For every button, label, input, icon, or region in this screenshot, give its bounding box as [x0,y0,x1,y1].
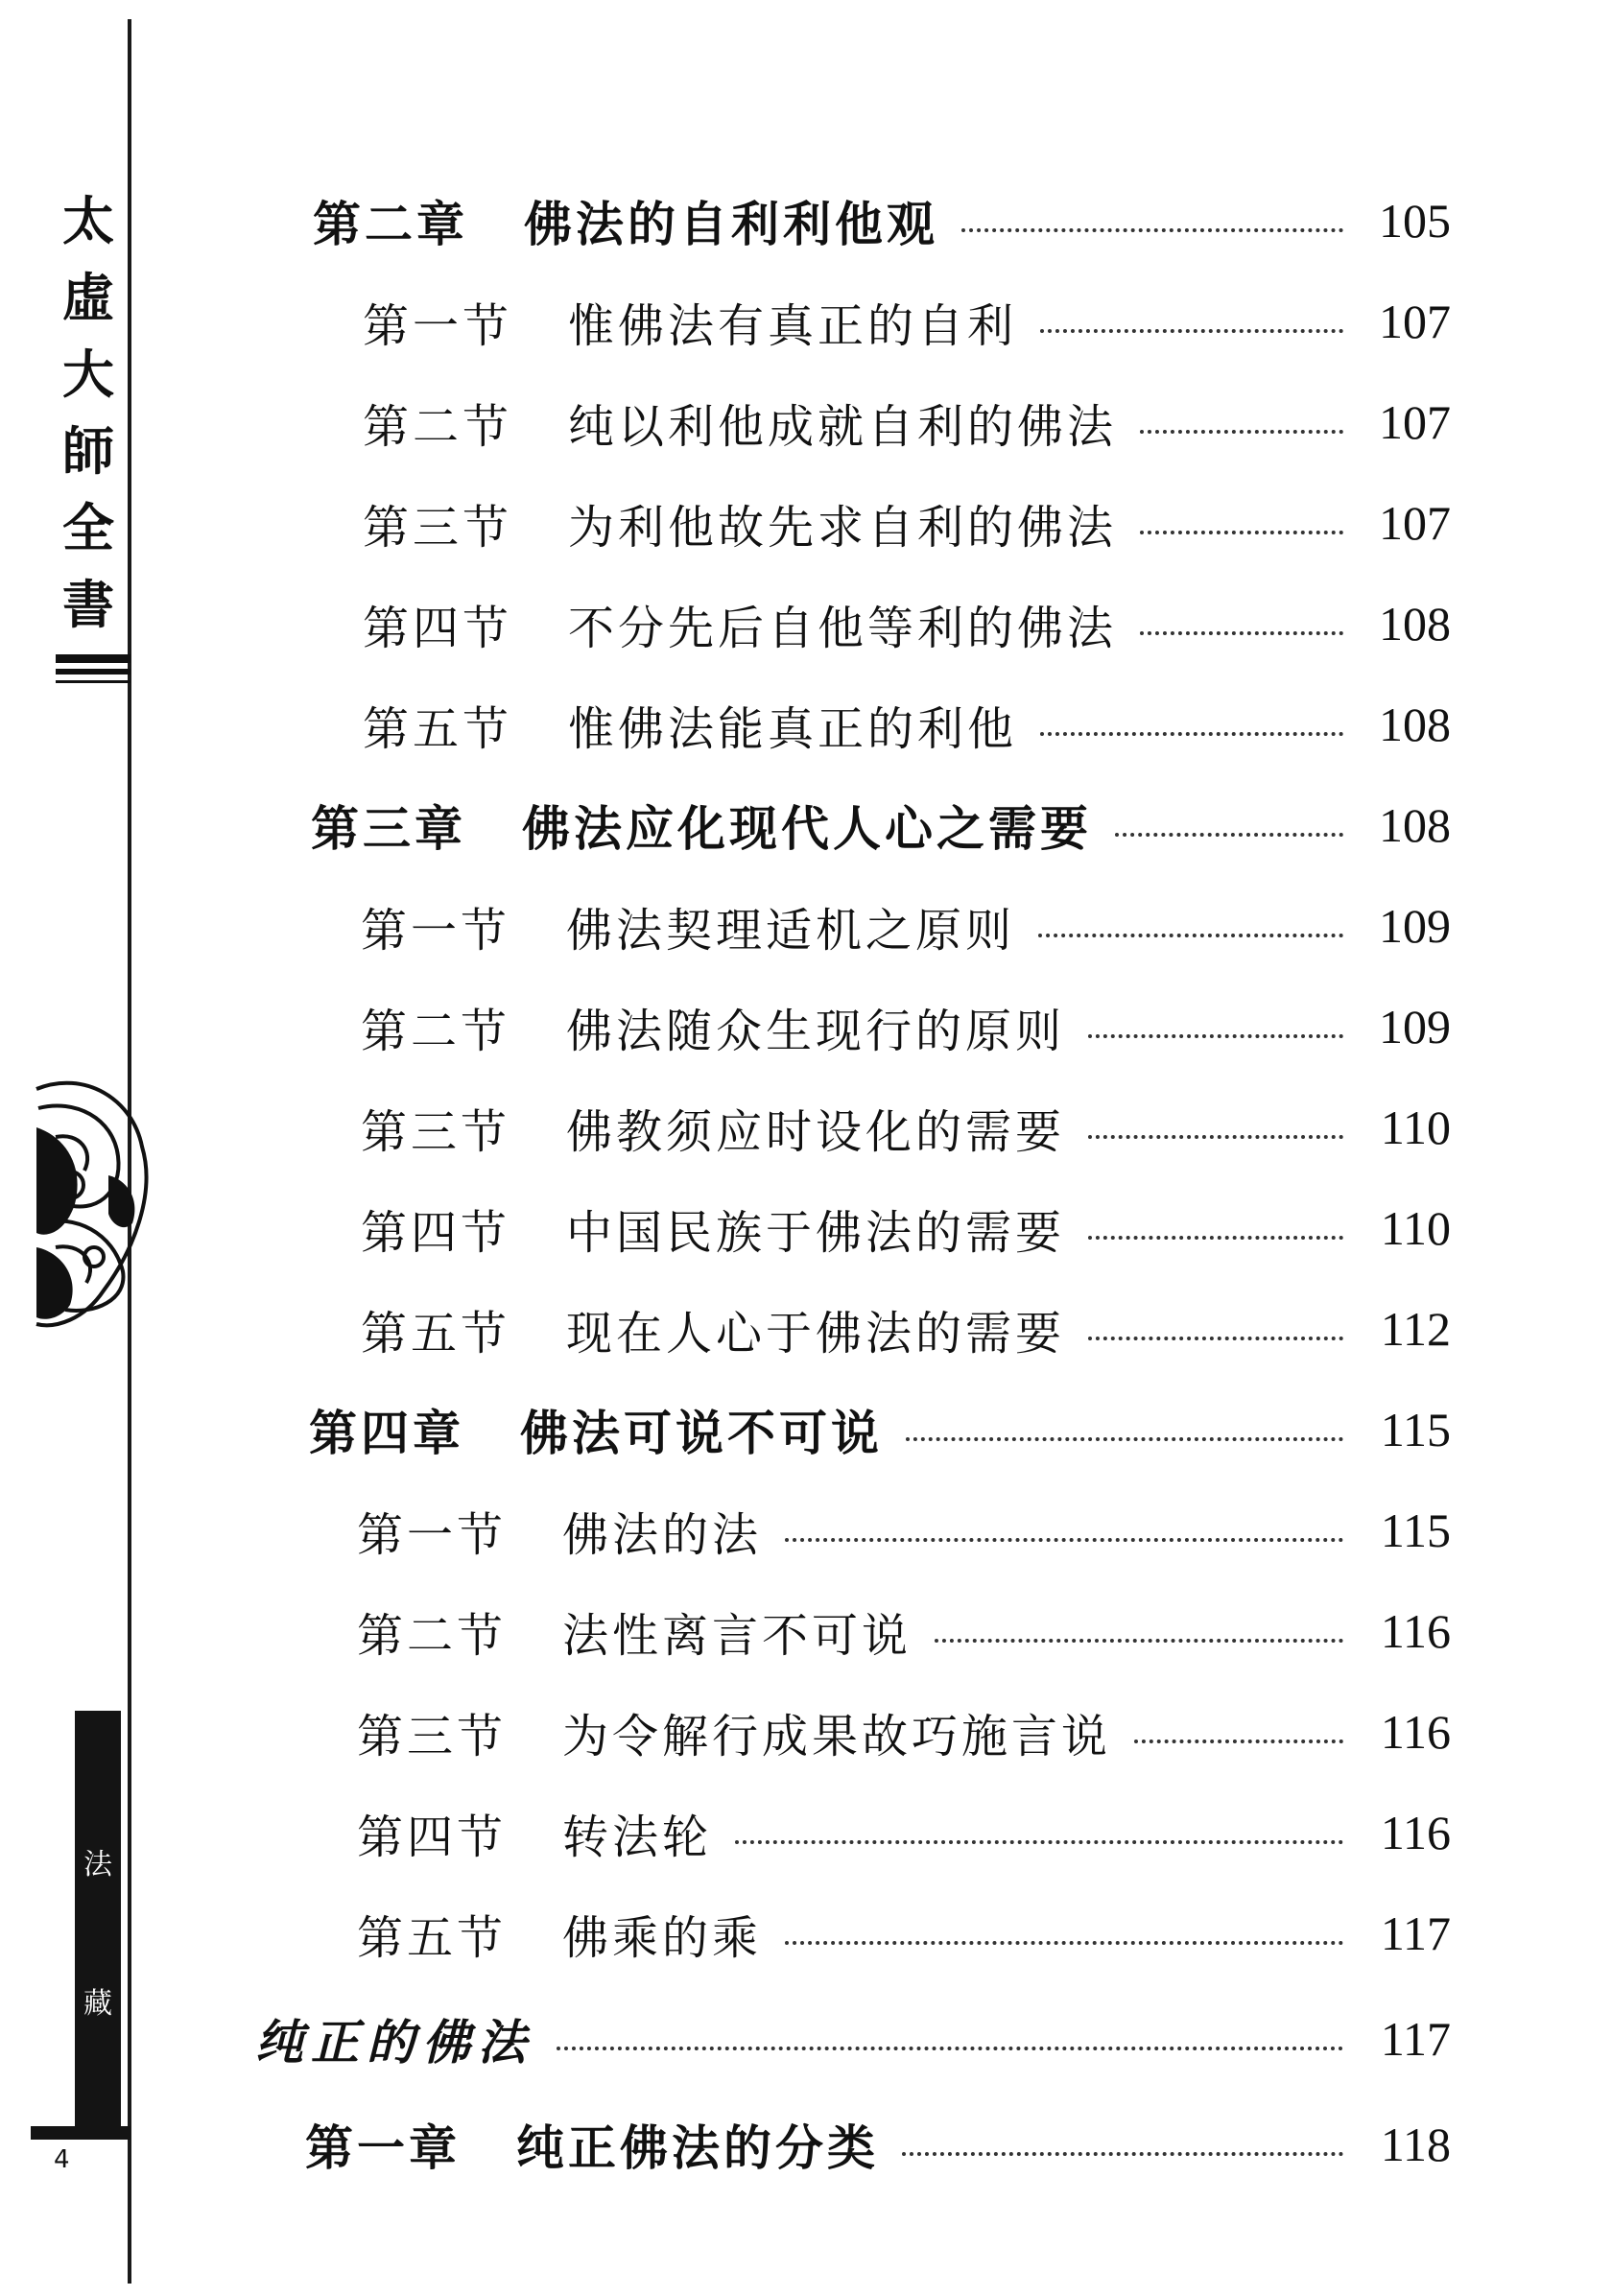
toc-leader [935,1639,1343,1643]
toc-label: 第五节 [357,1910,508,1965]
toc-entry-section [363,574,1451,674]
toc-label: 第二节 [361,1004,511,1058]
toc-leader [1040,732,1343,736]
toc-title: 佛法可说不可说 [520,1405,883,1461]
toc-title: 纯以利他成就自利的佛法 [568,399,1118,454]
toc-page: 110 [1380,1101,1451,1154]
toc-page: 110 [1380,1201,1451,1255]
toc-page: 116 [1380,1806,1451,1859]
toc-label: 第一节 [361,903,511,958]
toc-label: 第四章 [309,1405,464,1461]
toc-leader [906,1437,1343,1441]
toc-page: 107 [1379,295,1451,348]
flower-ornament-icon [27,1070,156,1338]
toc-title: 佛法的自利利他观 [524,196,938,252]
toc-title: 不分先后自他等利的佛法 [568,601,1118,655]
toc-entry-section [357,1480,1451,1580]
toc-label: 第一节 [363,298,513,353]
toc-title: 惟佛法能真正的利他 [568,701,1018,756]
toc-entry-chapter [305,2095,1451,2194]
toc-entry-section [357,1783,1451,1882]
toc-leader [785,1941,1343,1945]
toc-entry-section [363,372,1451,472]
toc-entry-chapter [311,775,1451,875]
toc-entry-section [363,473,1451,573]
toc-title: 中国民族于佛法的需要 [566,1205,1066,1260]
toc-title: 为利他故先求自利的佛法 [568,500,1118,555]
toc-entry-section [357,1883,1451,1983]
toc-label: 第三节 [361,1104,511,1159]
toc-leader [557,2047,1343,2050]
toc-leader [1115,833,1343,837]
series-title-char: 虛 [62,267,114,328]
toc-title: 惟佛法有真正的自利 [568,298,1018,353]
toc-entry-section [361,876,1451,976]
toc-leader [1040,329,1343,333]
toc-page: 108 [1379,698,1451,751]
toc-title: 转法轮 [562,1810,713,1864]
toc-label: 第四节 [357,1810,508,1864]
toc-entry-part [255,1989,1451,2089]
page-base-bar [31,2126,130,2140]
toc-label: 第五节 [363,701,513,756]
title-rule [56,654,130,663]
toc-leader [961,228,1343,232]
toc-page: 112 [1380,1302,1451,1356]
series-title-char: 書 [62,574,114,635]
toc-page: 115 [1380,1503,1451,1557]
toc-leader [1088,1034,1343,1038]
toc-title: 佛法应化现代人心之需要 [522,800,1092,857]
toc-leader [1088,1135,1343,1139]
series-title-char: 師 [62,420,114,482]
toc-page: 116 [1380,1604,1451,1658]
toc-entry-section [361,1178,1451,1278]
section-tab-char: 藏 [83,1987,112,2021]
toc-entry-section [363,675,1451,774]
toc-leader [902,2152,1343,2156]
toc-label: 第二节 [357,1608,508,1663]
section-tab-char: 法 [83,1848,112,1882]
toc-label: 第四节 [363,601,513,655]
toc-leader [785,1538,1343,1542]
toc-page: 116 [1380,1705,1451,1759]
section-tab [75,1711,121,2139]
toc-leader [1140,531,1343,534]
toc-page: 117 [1380,1906,1451,1960]
title-rule [56,669,130,675]
series-title-char: 全 [62,497,114,558]
toc-label: 第三章 [311,800,466,857]
toc-page: 108 [1379,597,1451,651]
toc-page: 107 [1379,395,1451,449]
toc-title: 法性离言不可说 [562,1608,913,1663]
toc-title: 为令解行成果故巧施言说 [562,1709,1112,1763]
page-number: 4 [54,2145,70,2174]
toc-title: 佛法契理适机之原则 [566,903,1016,958]
toc-leader [735,1840,1343,1844]
series-title [59,182,117,643]
toc-page: 108 [1379,798,1451,852]
toc-entry-section [361,1279,1451,1379]
toc-leader [1088,1236,1343,1240]
toc-leader [1140,631,1343,635]
toc-label: 第四节 [361,1205,511,1260]
toc-page: 107 [1379,496,1451,550]
toc-page: 117 [1380,2012,1451,2066]
toc-label: 第一节 [357,1507,508,1562]
toc-page: 109 [1379,1000,1451,1053]
toc-entry-section [357,1581,1451,1681]
toc-entry-section [357,1682,1451,1782]
toc-label: 第一章 [305,2119,461,2176]
toc-leader [1038,934,1343,937]
toc-title: 佛教须应时设化的需要 [566,1104,1066,1159]
toc-title: 佛法随众生现行的原则 [566,1004,1066,1058]
toc-label: 第二节 [363,399,513,454]
toc-label: 第五节 [361,1306,511,1361]
toc-title: 佛法的法 [562,1507,763,1562]
toc-label: 第二章 [313,196,468,252]
toc-leader [1088,1337,1343,1340]
toc-page: 115 [1380,1403,1451,1456]
toc-page: 109 [1379,899,1451,953]
toc-label: 第三节 [363,500,513,555]
toc-title: 佛乘的乘 [562,1910,763,1965]
toc-leader [1140,430,1343,434]
toc-page: 118 [1380,2118,1451,2171]
title-rule [56,680,130,683]
toc-label: 第三节 [357,1709,508,1763]
series-title-char: 大 [62,343,114,405]
toc-title: 纯正佛法的分类 [516,2119,879,2176]
toc-entry-section [361,1077,1451,1177]
toc-entry-chapter [313,171,1451,271]
toc-title: 纯正的佛法 [255,2014,533,2071]
toc-title: 现在人心于佛法的需要 [566,1306,1066,1361]
toc-entry-section [361,977,1451,1077]
toc-entry-chapter [309,1380,1451,1479]
toc-entry-section [363,272,1451,371]
toc-page: 105 [1379,194,1451,248]
toc-leader [1134,1740,1343,1743]
series-title-char: 太 [62,190,114,251]
